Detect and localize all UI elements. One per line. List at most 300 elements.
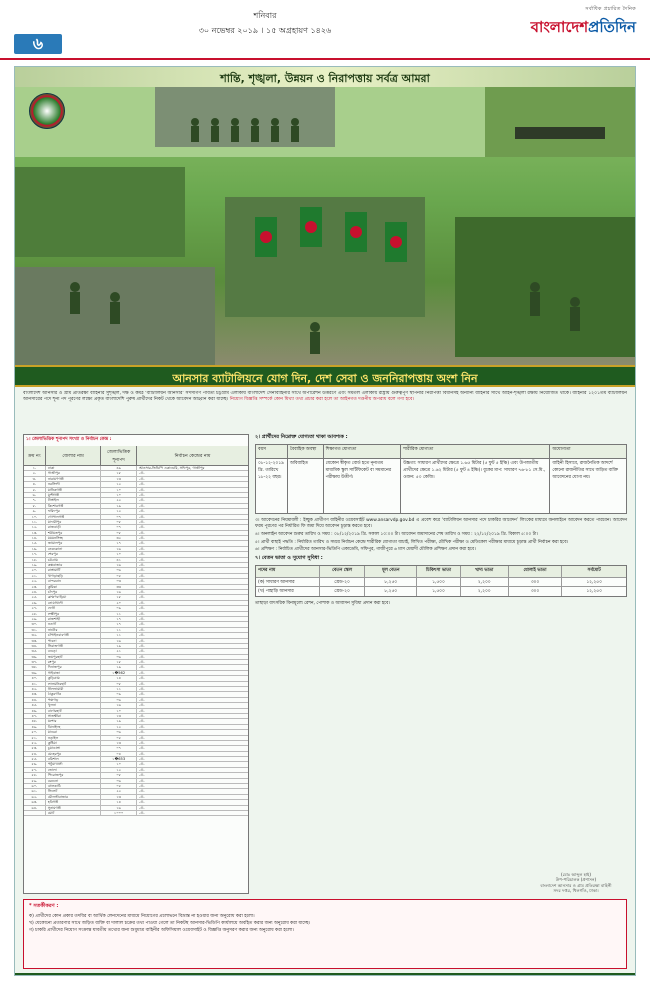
warning-item-2: খ) যেকোনো প্রতারণার সাথে জড়িত ব্যক্তি বা দালাল চক্রের তথ্য পাওয়া গেলে তা নিকটস্থ আনসার-ভিডিপি কার্যালয়ে অবহিত করার জন্য অনুরোধ করা যাচ্ছে। bbox=[29, 921, 311, 926]
district-cell: রাজবাড়ী bbox=[46, 525, 102, 529]
center-cell: -ঐ- bbox=[139, 638, 145, 643]
center-cell: -ঐ- bbox=[139, 525, 145, 530]
center-cell: -ঐ- bbox=[139, 719, 145, 724]
serial-cell: ১২. bbox=[24, 525, 46, 529]
center-cell: -ঐ- bbox=[139, 730, 145, 735]
center-cell: -ঐ- bbox=[139, 740, 145, 745]
vacancy-cell: ০৫ bbox=[101, 784, 137, 788]
vacancy-cell: ১৩ bbox=[101, 741, 137, 745]
district-cell: ঝিনাইদহ bbox=[46, 725, 102, 729]
warning-box bbox=[23, 899, 627, 969]
center-cell: -ঐ- bbox=[139, 746, 145, 751]
center-cell: -ঐ- bbox=[139, 616, 145, 621]
vacancy-cell: ১১ bbox=[101, 612, 137, 616]
district-cell: নড়াইল bbox=[46, 736, 102, 740]
vacancy-cell: ০৭ bbox=[101, 525, 137, 529]
district-cell: মাগুরা bbox=[46, 730, 102, 734]
vacancy-cell: ২২ bbox=[101, 498, 137, 502]
center-cell: -ঐ- bbox=[139, 751, 145, 756]
pay-cell: ১,৫০০ bbox=[417, 587, 461, 596]
serial-cell: ৬৩. bbox=[24, 800, 46, 804]
vacancy-cell: ০৪ bbox=[101, 752, 137, 756]
header-education: শিক্ষাগত যোগ্যতা bbox=[324, 445, 402, 458]
vacancy-cell: ০৫ bbox=[101, 736, 137, 740]
serial-cell: ৪. bbox=[24, 482, 46, 486]
serial-cell: ২২. bbox=[24, 579, 46, 583]
marital-cell: অবিবাহিত bbox=[288, 459, 324, 513]
vacancy-cell: ০৮ bbox=[101, 531, 137, 535]
district-cell: নারায়ণগঞ্জ bbox=[46, 477, 102, 481]
center-cell: -ঐ- bbox=[139, 492, 145, 497]
center-cell: -ঐ- bbox=[139, 498, 145, 503]
serial-cell: ২৫. bbox=[24, 595, 46, 599]
vacancy-cell: ১৯ bbox=[101, 665, 137, 669]
serial-cell: ২৮. bbox=[24, 612, 46, 616]
center-cell: -ঐ- bbox=[139, 757, 145, 762]
center-cell: -ঐ- bbox=[139, 687, 145, 692]
center-cell: -ঐ- bbox=[139, 681, 145, 686]
center-cell: -ঐ- bbox=[139, 563, 145, 568]
vacancy-cell: ০৫ bbox=[101, 574, 137, 578]
vacancy-cell: ১৯ bbox=[101, 504, 137, 508]
center-cell: -ঐ- bbox=[139, 708, 145, 713]
center-cell: -ঐ- bbox=[139, 778, 145, 783]
pay-table-header bbox=[256, 566, 626, 578]
serial-cell: ২৪. bbox=[24, 590, 46, 594]
page-number: ৬ bbox=[14, 34, 62, 54]
cannon-barrel bbox=[515, 127, 605, 139]
serial-cell: ৩. bbox=[24, 477, 46, 481]
pay-cell: গ্রেড-২০ bbox=[320, 587, 366, 596]
district-cell: বাগেরহাট bbox=[46, 709, 102, 713]
vacancy-cell: ১১ bbox=[101, 633, 137, 637]
serial-cell: ৬২. bbox=[24, 795, 46, 799]
center-cell: -ঐ- bbox=[139, 568, 145, 573]
district-cell: যশোর bbox=[46, 719, 102, 723]
serial-cell: ১৭. bbox=[24, 552, 46, 556]
vacancy-cell: ১০ bbox=[101, 709, 137, 713]
center-cell: -ঐ- bbox=[139, 784, 145, 789]
district-cell: লক্ষ্মীপুর bbox=[46, 612, 102, 616]
pay-cell: ৩০০ bbox=[509, 587, 563, 596]
vacancy-cell: ৪১ bbox=[101, 558, 137, 562]
vacancy-cell: ০৬ bbox=[101, 730, 137, 734]
ansar-vdp-emblem bbox=[29, 93, 65, 129]
call-to-action-banner bbox=[15, 365, 635, 387]
vacancy-cell: ০৩ bbox=[101, 579, 137, 583]
district-cell: নেত্রকোনা bbox=[46, 547, 102, 551]
serial-cell: ৬৪. bbox=[24, 806, 46, 810]
signatory-designation: উপ-পরিচালক (প্রশাসন) bbox=[555, 877, 597, 883]
district-cell: সাতক্ষীরা bbox=[46, 714, 102, 718]
warning-title: * সতর্কীকরণ : bbox=[29, 903, 59, 909]
vacancy-cell: ১�562 bbox=[101, 671, 137, 675]
vacancy-cell: ১৭ bbox=[101, 617, 137, 621]
district-cell: ফরিদপুর bbox=[46, 509, 102, 513]
district-cell: কুমিল্লা bbox=[46, 585, 102, 589]
header-marital: বৈবাহিক অবস্থা bbox=[288, 445, 324, 458]
district-cell: গোপালগঞ্জ bbox=[46, 515, 102, 519]
district-cell: খাগড়াছড়ি bbox=[46, 574, 102, 578]
center-cell: -ঐ- bbox=[139, 654, 145, 659]
serial-cell: ৫. bbox=[24, 488, 46, 492]
warning-item-3: গ) চাকরি প্রার্থীদের নিয়োগ সংক্রান্ত যাবতীয় তথ্যের জন্য শুধুমাত্র বাহিনীর অফিসিয়াল ওয়েবসাইট ও বিজ্ঞপ্তি অনুসরণ করার জন্য অনুরোধ করা হলো। bbox=[29, 928, 294, 933]
serial-cell: ১৪. bbox=[24, 536, 46, 540]
serial-cell: ৪৪. bbox=[24, 698, 46, 702]
district-cell: খুলনা bbox=[46, 703, 102, 707]
district-cell: চুয়াডাঙ্গা bbox=[46, 746, 102, 750]
district-cell: শরীয়তপুর bbox=[46, 531, 102, 535]
vacancy-cell: ০৯ bbox=[101, 692, 137, 696]
district-quota-table bbox=[23, 434, 249, 894]
center-cell: -ঐ- bbox=[139, 773, 145, 778]
district-cell: চাঁদপুর bbox=[46, 590, 102, 594]
training-photo bbox=[15, 167, 185, 257]
center-cell: -ঐ- bbox=[139, 557, 145, 562]
center-cell: -ঐ- bbox=[139, 665, 145, 670]
quota-row bbox=[24, 811, 248, 816]
district-cell: ঝালকাঠি bbox=[46, 784, 102, 788]
pay-cell: ৩০০ bbox=[509, 578, 563, 586]
vacancy-cell: ১১ bbox=[101, 687, 137, 691]
vacancy-cell: ২২ bbox=[101, 789, 137, 793]
intro-text: বাংলাদেশ আনসার ও গ্রাম প্রতিরক্ষা বাহিনীর সুশৃঙ্খল, দক্ষ ও কর্মঠ ‘ব্যাটালিয়ন আনসার’ সদস্যগণ পার্বত্য চট্টগ্রাম এলাকায় বাংলাদেশ সেনাবাহিনীর সাথে অপারেশন উত্তরণে এবং সমতল এলাকায় রাষ্ট্রীয় গুরুত্বপূর্ণ স্থাপনার নিরাপত্তা বিধানসহ অন্যান্য বাহিনীর সাথে আইন-শৃঙ্খলা রক্ষায় নিয়োজিত থাকে। বাহিনীর ১২০১তম ব্যাটালিয়ন আনসারের পদে শূন্য পদ পূরণের লক্ষ্যে প্রকৃত বাংলাদেশি পুরুষ প্রার্থীদের নিকট থেকে আবেদন আহ্বান করা যাচ্ছে। bbox=[23, 391, 627, 403]
vacancy-cell: ১৩ bbox=[101, 714, 137, 718]
serial-cell: ১৯. bbox=[24, 563, 46, 567]
center-cell: -ঐ- bbox=[139, 541, 145, 546]
serial-cell: ৫৯. bbox=[24, 779, 46, 783]
serial-cell: ২০. bbox=[24, 568, 46, 572]
district-cell: শেরপুর bbox=[46, 552, 102, 556]
pay-cell: ১,৫০০ bbox=[417, 578, 461, 586]
newspaper-logo[interactable] bbox=[496, 6, 636, 54]
serial-cell: ২৬. bbox=[24, 601, 46, 605]
district-cell: মৌলভীবাজার bbox=[46, 795, 102, 799]
district-cell: মোট bbox=[46, 811, 102, 815]
serial-cell: ৩৭. bbox=[24, 660, 46, 664]
district-cell: নওগাঁ bbox=[46, 622, 102, 626]
disqualification-cell: বাহিনী হিসাবে, রাজনৈতিক আদর্শে কোনো রাজনীতির সাথে জড়িত ব্যক্তি আবেদনের যোগ্য নয়। bbox=[552, 461, 618, 480]
details-column bbox=[255, 434, 627, 894]
vacancy-cell: ১৪ bbox=[101, 800, 137, 804]
district-cell: বগুড়া bbox=[46, 649, 102, 653]
center-cell: -ঐ- bbox=[139, 724, 145, 729]
district-cell: মেহেরপুর bbox=[46, 752, 102, 756]
serial-cell: ১৮. bbox=[24, 558, 46, 562]
jungle-patrol-photo bbox=[455, 217, 635, 357]
district-cell: নোয়াখালী bbox=[46, 601, 102, 605]
photo-collage bbox=[15, 87, 635, 365]
serial-cell: ৭. bbox=[24, 498, 46, 502]
vacancy-cell: ১৯ bbox=[101, 644, 137, 648]
district-cell: গাজীপুর bbox=[46, 471, 102, 475]
district-cell: কুষ্টিয়া bbox=[46, 741, 102, 745]
vacancy-cell: ০৭ bbox=[101, 515, 137, 519]
center-cell: -ঐ- bbox=[139, 811, 145, 815]
serial-cell: ৪৬. bbox=[24, 709, 46, 713]
center-cell: -ঐ- bbox=[139, 713, 145, 718]
serial-cell: ৫৫. bbox=[24, 757, 46, 761]
center-cell: -ঐ- bbox=[139, 660, 145, 665]
center-cell: -ঐ- bbox=[139, 530, 145, 535]
district-cell: মাদারীপুর bbox=[46, 520, 102, 524]
district-cell: বরিশাল bbox=[46, 757, 102, 761]
pay-cell: ২,২০০ bbox=[461, 578, 509, 586]
district-cell: সিরাজগঞ্জ bbox=[46, 644, 102, 648]
vacancy-cell: ২১ bbox=[101, 649, 137, 653]
serial-cell: ৩৬. bbox=[24, 655, 46, 659]
pay-header-washing: ধোলাই ভাতা bbox=[509, 566, 563, 577]
eligibility-row bbox=[256, 459, 626, 513]
district-cell: পাবনা bbox=[46, 639, 102, 643]
vacancy-cell: ১০ bbox=[101, 762, 137, 766]
district-cell: মানিকগঞ্জ bbox=[46, 488, 102, 492]
vacancy-cell: ০৯ bbox=[101, 606, 137, 610]
center-cell: -ঐ- bbox=[139, 552, 145, 557]
procedure-para-4: ৬। প্রশিক্ষণ : নির্বাচিত প্রার্থীদের আনসার-ভিডিপি একাডেমি, সফিপুর, গাজীপুরে ৬ মাস মেয়াদী মৌলিক প্রশিক্ষণ প্রদান করা হবে। bbox=[255, 547, 476, 553]
procedure-para-3: ৫। প্রার্থী বাছাই পদ্ধতি : নির্ধারিত তারিখ ও সময়ে নির্বাচন কেন্দ্রে শারীরিক যোগ্যতা যাচাই, লিখিত পরীক্ষা, মৌখিক পরীক্ষা ও মেডিকেল পরীক্ষার মাধ্যমে চূড়ান্ত প্রার্থী নির্বাচন করা হবে। bbox=[255, 539, 569, 545]
center-cell: -ঐ- bbox=[139, 735, 145, 740]
district-cell: কক্সবাজার bbox=[46, 563, 102, 567]
vacancy-cell: ১০০০ bbox=[101, 811, 137, 815]
vacancy-cell: ০৬ bbox=[101, 568, 137, 572]
serial-cell: ৪৩. bbox=[24, 692, 46, 696]
serial-cell: ৩৯. bbox=[24, 671, 46, 675]
recruitment-advertisement bbox=[14, 66, 636, 976]
center-cell: -ঐ- bbox=[139, 476, 145, 481]
parade-photo bbox=[155, 87, 335, 147]
serial-cell: ২. bbox=[24, 471, 46, 475]
serial-cell: ৬. bbox=[24, 493, 46, 497]
pay-header-basic: মূল বেতন bbox=[365, 566, 417, 577]
serial-cell: ৩৩. bbox=[24, 639, 46, 643]
center-cell: -ঐ- bbox=[139, 482, 145, 487]
vacancy-cell: ৪৯ bbox=[101, 466, 137, 470]
serial-cell: ৩০. bbox=[24, 622, 46, 626]
pay-cell: ১২,২৫০ bbox=[586, 589, 602, 595]
district-cell: পঞ্চগড় bbox=[46, 698, 102, 702]
center-cell: -ঐ- bbox=[139, 805, 145, 810]
district-cell: পিরোজপুর bbox=[46, 773, 102, 777]
vacancy-cell: ১৬ bbox=[101, 563, 137, 567]
header-disqualification: অযোগ্যতা bbox=[552, 447, 571, 452]
serial-cell: ৯. bbox=[24, 509, 46, 513]
vacancy-cell: ০৭ bbox=[101, 746, 137, 750]
district-cell: জামালপুর bbox=[46, 541, 102, 545]
center-cell: -ঐ- bbox=[139, 536, 145, 541]
vacancy-cell: ১৮ bbox=[101, 660, 137, 664]
district-cell: জয়পুরহাট bbox=[46, 655, 102, 659]
district-cell: রাঙ্গামাটি bbox=[46, 568, 102, 572]
serial-cell: ২৩. bbox=[24, 585, 46, 589]
district-cell: কুড়িগ্রাম bbox=[46, 676, 102, 680]
header-center: নির্বাচন কেন্দ্রের নাম bbox=[174, 453, 211, 459]
center-cell: -ঐ- bbox=[139, 579, 145, 584]
district-cell: ভোলা bbox=[46, 768, 102, 772]
center-cell: -ঐ- bbox=[139, 600, 145, 605]
vacancy-cell: ১৭ bbox=[101, 622, 137, 626]
serial-cell: ২৯. bbox=[24, 617, 46, 621]
vacancy-cell: ১৬ bbox=[101, 703, 137, 707]
pay-cell: গ্রেড-২০ bbox=[320, 578, 366, 586]
serial-cell: ২৭. bbox=[24, 606, 46, 610]
vacancy-cell: ১৬ bbox=[101, 639, 137, 643]
vacancy-cell: ১৩ bbox=[101, 795, 137, 799]
district-cell: লালমনিরহাট bbox=[46, 682, 102, 686]
vacancy-cell: ১৭ bbox=[101, 541, 137, 545]
date-block bbox=[150, 10, 380, 38]
serial-cell: ৫৩. bbox=[24, 746, 46, 750]
ad-title: শান্তি, শৃঙ্খলা, উন্নয়ন ও নিরাপত্তায় সর্বত্র আমরা bbox=[220, 72, 430, 85]
pay-cell: (ক) সাধারণ আনসার bbox=[256, 578, 320, 586]
weapon-photo bbox=[485, 87, 635, 157]
district-cell: ফেনী bbox=[46, 606, 102, 610]
serial-cell: ৪২. bbox=[24, 687, 46, 691]
vacancy-cell: ১৮ bbox=[101, 595, 137, 599]
vacancy-cell: ১�653 bbox=[101, 757, 137, 761]
serial-cell: ৫৮. bbox=[24, 773, 46, 777]
serial-cell: ৪১. bbox=[24, 682, 46, 686]
quota-table-body bbox=[24, 466, 248, 816]
center-cell: -ঐ- bbox=[139, 697, 145, 702]
serial-cell: ৩৫. bbox=[24, 649, 46, 653]
bottom-strip bbox=[15, 973, 635, 975]
serial-cell: ৩১. bbox=[24, 628, 46, 632]
serial-cell: ৩৮. bbox=[24, 665, 46, 669]
center-cell: -ঐ- bbox=[139, 767, 145, 772]
center-cell: -ঐ- bbox=[139, 589, 145, 594]
district-cell: নীলফামারী bbox=[46, 687, 102, 691]
serial-cell: ১৫. bbox=[24, 541, 46, 545]
pay-table bbox=[255, 565, 627, 597]
center-cell: -ঐ- bbox=[139, 471, 145, 476]
center-cell: -ঐ- bbox=[139, 611, 145, 616]
serial-cell: ৩৪. bbox=[24, 644, 46, 648]
serial-cell: ৪৭. bbox=[24, 714, 46, 718]
vacancy-cell: ০৬ bbox=[101, 698, 137, 702]
vacancy-cell: ০৮ bbox=[101, 682, 137, 686]
center-cell: -ঐ- bbox=[139, 789, 145, 794]
signature-block bbox=[531, 872, 621, 894]
vacancy-cell: ৩২ bbox=[101, 536, 137, 540]
pay-note: তাছাড়া বাৎসরিক বিনামূল্যে রেশন, পোশাক ও আবাসন সুবিধা প্রদান করা হবে। bbox=[255, 601, 390, 607]
center-cell: -ঐ- bbox=[139, 649, 145, 654]
call-to-action-text: আনসার ব্যাটালিয়নে যোগ দিন, দেশ সেবা ও জননিরাপত্তায় অংশ নিন bbox=[172, 372, 478, 385]
pay-header-post: পদের নাম bbox=[256, 566, 320, 577]
center-cell: -ঐ- bbox=[139, 584, 145, 589]
serial-cell: ৫৪. bbox=[24, 752, 46, 756]
vacancy-cell: ০৬ bbox=[101, 779, 137, 783]
district-cell: রাজশাহী bbox=[46, 617, 102, 621]
pay-cell: ৮,২৫০ bbox=[365, 578, 417, 586]
vacancy-cell: ১০ bbox=[101, 488, 137, 492]
day-label: শনিবার bbox=[253, 11, 277, 20]
intro-paragraph bbox=[23, 391, 627, 431]
masthead bbox=[0, 0, 650, 60]
district-cell: রংপুর bbox=[46, 660, 102, 664]
warning-item-1: ক) প্রার্থীদের কোন প্রকার তদবির বা আর্থিক লেনদেনের মাধ্যমে নিয়োগের প্রলোভনে বিভ্রান্ত না হওয়ার জন্য অনুরোধ করা হলো। bbox=[29, 914, 255, 919]
district-cell: গাইবান্ধা bbox=[46, 671, 102, 675]
center-cell: -ঐ- bbox=[139, 633, 145, 638]
district-cell: নাটোর bbox=[46, 628, 102, 632]
district-cell: সুনামগঞ্জ bbox=[46, 806, 102, 810]
signatory-name: (মোঃ আব্দুল হাই) bbox=[561, 871, 591, 877]
education-cell: যেকোন স্বীকৃত বোর্ড হতে নূন্যতম মাধ্যমিক স্কুল সার্টিফিকেট বা সমমানের পরীক্ষায় উত্তীর্ণ। bbox=[324, 459, 402, 513]
serial-cell bbox=[24, 811, 46, 815]
logo-tagline: সর্বাধিক প্রচারিত দৈনিক bbox=[585, 6, 636, 12]
header-district: জেলার নাম bbox=[46, 446, 102, 465]
age-cell: ০৮-১২-২০১৯ খ্রি. তারিখে ১৮-২২ বছর। bbox=[256, 459, 288, 513]
district-cell: ঢাকা bbox=[46, 466, 102, 470]
district-cell: ময়মনসিংহ bbox=[46, 536, 102, 540]
top-title-band bbox=[15, 67, 635, 87]
center-cell: -ঐ- bbox=[139, 627, 145, 632]
pay-header-total: সর্বমোট bbox=[587, 568, 601, 574]
header-physical: শারীরিক যোগ্যতা bbox=[401, 445, 550, 458]
district-cell: হবিগঞ্জ bbox=[46, 800, 102, 804]
serial-cell: ৪০. bbox=[24, 676, 46, 680]
vacancy-cell: ১৬ bbox=[101, 806, 137, 810]
serial-cell: ৩২. bbox=[24, 633, 46, 637]
district-cell: টাঙ্গাইল bbox=[46, 498, 102, 502]
vacancy-cell: ১৩ bbox=[101, 477, 137, 481]
center-cell: -ঐ- bbox=[139, 595, 145, 600]
serial-cell: ৫০. bbox=[24, 730, 46, 734]
serial-cell: ১. bbox=[24, 466, 46, 470]
eligibility-table bbox=[255, 444, 627, 514]
district-cell: ব্রাহ্মণবাড়িয়া bbox=[46, 595, 102, 599]
serial-cell: ১০. bbox=[24, 515, 46, 519]
pay-header-scale: বেতন স্কেল bbox=[320, 566, 366, 577]
logo-part-2: প্রতিদিন bbox=[588, 18, 636, 36]
center-cell: -ঐ- bbox=[139, 503, 145, 508]
procedure-para-1: ৩। আবেদনের নিয়মাবলী : ইচ্ছুক প্রার্থীগণ বাহিনীর ওয়েবসাইট www.ansarvdp.gov.bd এ প্রবেশ করে ‘ব্যাটালিয়ন আনসার পদে চাকরির আবেদন’ লিংকের মাধ্যমে অনলাইনে আবেদন করতে পারবেন। আবেদন ফরম পূরণের পর নির্ধারিত ফি জমা দিয়ে আবেদন চূড়ান্ত করতে হবে। bbox=[255, 518, 627, 530]
header-serial: ক্রম নং bbox=[24, 446, 46, 465]
center-cell: -ঐ- bbox=[139, 676, 145, 681]
procedure-para-2: ৪। অনলাইন আবেদন শুরুর তারিখ ও সময় : ০৮/১২/২০১৯ খ্রি. সকাল ১০:০০ টা। আবেদন জমাদানের শেষ তারিখ ও সময় : ২২/১২/২০১৯ খ্রি. বিকাল ৫:০০ টা। bbox=[255, 531, 538, 537]
center-cell: -ঐ- bbox=[139, 622, 145, 627]
vacancy-cell: ১৪ bbox=[101, 676, 137, 680]
vacancy-cell: ১৯ bbox=[101, 719, 137, 723]
center-cell: -ঐ- bbox=[139, 692, 145, 697]
header-age: বয়স bbox=[256, 445, 288, 458]
pay-heading: ৭। বেতন ভাতা ও সুযোগ সুবিধা : bbox=[255, 555, 323, 562]
vacancy-cell: ১৬ bbox=[101, 547, 137, 551]
center-cell: -ঐ- bbox=[139, 670, 145, 675]
collage-illustration bbox=[15, 87, 635, 365]
district-cell: ঠাকুরগাঁও bbox=[46, 692, 102, 696]
district-cell: নরসিংদী bbox=[46, 482, 102, 486]
vacancy-cell: ১৮ bbox=[101, 471, 137, 475]
center-cell: -ঐ- bbox=[139, 573, 145, 578]
header-vacancy: জেলাভিত্তিক শূন্যপদ bbox=[101, 446, 137, 465]
district-cell: বরগুনা bbox=[46, 779, 102, 783]
serial-cell: ২১. bbox=[24, 574, 46, 578]
pay-cell: ১২,২৫০ bbox=[586, 580, 602, 586]
serial-cell: ১৬. bbox=[24, 547, 46, 551]
vacancy-cell: ০৮ bbox=[101, 773, 137, 777]
center-cell: -ঐ- bbox=[139, 800, 145, 805]
serial-cell: ১৩. bbox=[24, 531, 46, 535]
physical-cell: উচ্চতা: সাধারণ প্রার্থীদের ক্ষেত্রে ১.৬৫ মিটার (৫ ফুট ৫ ইঞ্চি) এবং উপজাতীয় প্রার্থীদের ক্ষেত্রে ১.৬২ মিটার (৫ ফুট ৪ ইঞ্চি)। বুকের মাপ: সাধারণ ৭৬-৮১ সে.মি., ওজন: ৫০ কেজি। bbox=[401, 459, 550, 513]
vacancy-cell: ১১ bbox=[101, 628, 137, 632]
pay-cell: ৮,২৫০ bbox=[365, 587, 417, 596]
vacancy-cell: ১০ bbox=[101, 552, 137, 556]
quota-table-caption: ১। জেলাভিত্তিক শূন্যপদ সংখ্যা ও নির্বাচন কেন্দ্র : bbox=[26, 437, 112, 442]
center-cell: -ঐ- bbox=[139, 546, 145, 551]
center-cell: -ঐ- bbox=[139, 703, 145, 708]
center-cell: -ঐ- bbox=[139, 606, 145, 611]
